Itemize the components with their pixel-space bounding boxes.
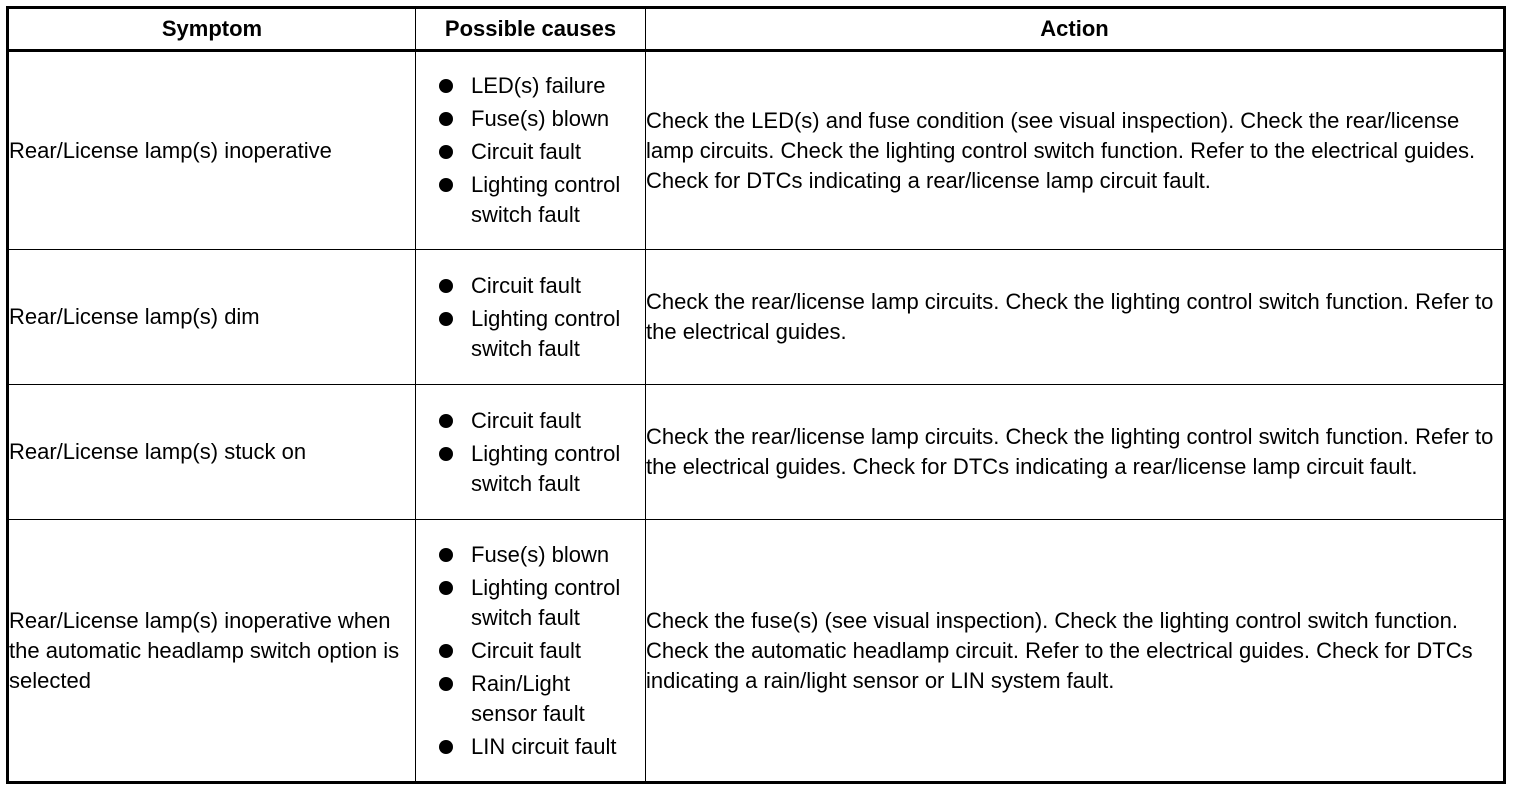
cause-item (416, 540, 645, 570)
symptom-cell: Rear/License lamp(s) inoperative (8, 51, 416, 250)
bullet-icon (439, 447, 453, 461)
causes-cell (416, 250, 646, 385)
bullet-icon (439, 414, 453, 428)
cause-item (416, 636, 645, 666)
bullet-icon (439, 145, 453, 159)
cause-item (416, 170, 645, 230)
bullet-icon (439, 279, 453, 293)
causes-cell (416, 51, 646, 250)
table-row (8, 385, 1505, 520)
cause-text: Lighting control switch fault (471, 574, 621, 630)
bullet-icon (439, 677, 453, 691)
header-row (8, 8, 1505, 51)
causes-list (416, 540, 645, 762)
cause-text: Circuit fault (471, 272, 582, 298)
cause-text: Lighting control switch fault (471, 172, 621, 227)
causes-cell (416, 520, 646, 783)
diagnosis-table (6, 6, 1506, 784)
cause-text: LED(s) failure (471, 73, 606, 98)
bullet-icon (439, 644, 453, 658)
symptom-cell: Rear/License lamp(s) dim (8, 250, 416, 385)
table-row (8, 250, 1505, 385)
cause-text: Lighting control switch fault (471, 305, 621, 361)
action-cell: Check the rear/license lamp circuits. Check the lighting control switch function. Refer to the electrical guides. (646, 250, 1505, 385)
cause-text: Lighting control switch fault (471, 440, 621, 496)
bullet-icon (439, 178, 453, 192)
header-possible-causes: Possible causes (416, 8, 646, 51)
cause-text: Circuit fault (471, 139, 582, 164)
cause-text: Circuit fault (471, 407, 582, 433)
bullet-icon (439, 112, 453, 126)
symptom-cell: Rear/License lamp(s) stuck on (8, 385, 416, 520)
cause-text: Fuse(s) blown (471, 541, 610, 567)
cause-text: LIN circuit fault (471, 733, 617, 759)
symptom-cell: Rear/License lamp(s) inoperative when the automatic headlamp switch option is selected (8, 520, 416, 783)
header-symptom: Symptom (8, 8, 416, 51)
cause-item (416, 304, 645, 364)
bullet-icon (439, 740, 453, 754)
cause-item (416, 573, 645, 633)
header-action: Action (646, 8, 1505, 51)
table-row (8, 520, 1505, 783)
cause-item (416, 406, 645, 436)
cause-text: Fuse(s) blown (471, 106, 610, 131)
causes-list (416, 271, 645, 364)
bullet-icon (439, 79, 453, 93)
cause-item (416, 137, 645, 167)
action-cell: Check the fuse(s) (see visual inspection). Check the lighting control switch function. Check the automatic headlamp circuit. Refer to the electrical guides. Check for DTCs indicating a rain/light sensor or LIN system fault. (646, 520, 1505, 783)
action-cell: Check the LED(s) and fuse condition (see visual inspection). Check the rear/license lamp circuits. Check the lighting control switch function. Refer to the electrical guides. Check for DTCs indicating a rear/license lamp circuit fault. (646, 51, 1505, 250)
cause-item (416, 439, 645, 499)
cause-item (416, 669, 645, 729)
causes-list (416, 406, 645, 499)
causes-list (416, 71, 645, 230)
cause-text: Rain/Light sensor fault (471, 670, 585, 726)
cause-item (416, 271, 645, 301)
cause-item (416, 732, 645, 762)
cause-text: Circuit fault (471, 637, 582, 663)
table-row (8, 51, 1505, 250)
cause-item (416, 104, 645, 134)
bullet-icon (439, 312, 453, 326)
action-cell: Check the rear/license lamp circuits. Check the lighting control switch function. Refer to the electrical guides. Check for DTCs indicating a rear/license lamp circuit fault. (646, 385, 1505, 520)
cause-item (416, 71, 645, 101)
bullet-icon (439, 581, 453, 595)
causes-cell (416, 385, 646, 520)
bullet-icon (439, 548, 453, 562)
